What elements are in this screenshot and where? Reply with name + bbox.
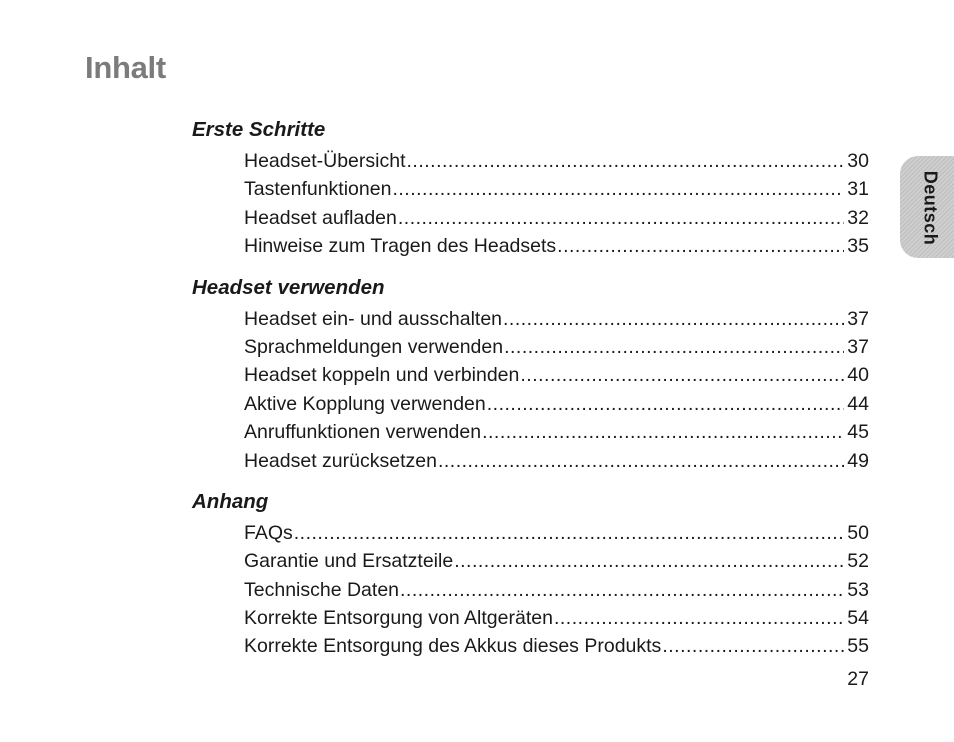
toc-entry-title: Aktive Kopplung verwenden bbox=[244, 392, 486, 415]
toc-entry[interactable] bbox=[244, 576, 869, 604]
toc-list bbox=[192, 519, 869, 661]
toc-entry[interactable] bbox=[244, 204, 869, 232]
dot-leader bbox=[294, 519, 844, 547]
toc-list bbox=[192, 305, 869, 475]
dot-leader bbox=[504, 333, 844, 361]
toc-entry[interactable] bbox=[244, 547, 869, 575]
toc-entry-title: Korrekte Entsorgung von Altgeräten bbox=[244, 607, 553, 630]
dot-leader bbox=[662, 632, 844, 660]
section-heading: Headset verwenden bbox=[192, 275, 385, 299]
toc-entry-page: 30 bbox=[847, 150, 869, 172]
toc-entry-title: Garantie und Ersatzteile bbox=[244, 550, 454, 573]
toc-entry[interactable] bbox=[244, 447, 869, 475]
toc-entry-title: Korrekte Entsorgung des Akkus dieses Produkts bbox=[244, 635, 662, 658]
page-number: 27 bbox=[847, 668, 869, 690]
toc-entry-page: 50 bbox=[847, 521, 869, 544]
dot-leader bbox=[557, 232, 844, 260]
toc-entry-page: 53 bbox=[847, 578, 869, 601]
toc-list bbox=[192, 147, 869, 261]
toc-entry[interactable] bbox=[244, 519, 869, 547]
table-of-contents bbox=[192, 115, 869, 661]
dot-leader bbox=[482, 418, 844, 446]
toc-entry[interactable] bbox=[244, 175, 869, 203]
toc-entry[interactable] bbox=[244, 604, 869, 632]
toc-entry-page: 35 bbox=[847, 235, 869, 258]
toc-section-headset-verwenden bbox=[192, 273, 869, 475]
dot-leader bbox=[554, 604, 844, 632]
toc-entry[interactable] bbox=[244, 333, 869, 361]
dot-leader bbox=[400, 576, 844, 604]
toc-entry[interactable] bbox=[244, 232, 869, 260]
dot-leader bbox=[438, 447, 844, 475]
dot-leader bbox=[392, 175, 844, 203]
toc-entry-page: 37 bbox=[847, 335, 869, 358]
toc-entry[interactable] bbox=[244, 361, 869, 389]
toc-entry[interactable] bbox=[244, 632, 869, 660]
toc-entry-title: Headset zurücksetzen bbox=[244, 449, 437, 472]
dot-leader bbox=[398, 204, 844, 232]
toc-entry-page: 44 bbox=[847, 392, 869, 415]
toc-entry-page: 45 bbox=[847, 421, 869, 444]
dot-leader bbox=[520, 361, 844, 389]
toc-entry-title: Anruffunktionen verwenden bbox=[244, 421, 482, 444]
toc-entry[interactable] bbox=[244, 305, 869, 333]
page-title: Inhalt bbox=[85, 50, 166, 85]
toc-entry-page: 54 bbox=[847, 607, 869, 630]
section-spacer bbox=[192, 261, 869, 273]
toc-entry-page: 31 bbox=[847, 178, 869, 201]
toc-entry-page: 55 bbox=[847, 635, 869, 658]
toc-entry-page: 49 bbox=[847, 449, 869, 472]
dot-leader bbox=[487, 390, 844, 418]
toc-entry-title: Headset aufladen bbox=[244, 206, 397, 229]
toc-entry-title: Technische Daten bbox=[244, 578, 400, 601]
section-heading: Anhang bbox=[192, 489, 269, 513]
toc-entry[interactable] bbox=[244, 147, 869, 175]
toc-section-anhang bbox=[192, 487, 869, 661]
toc-entry-title: FAQs bbox=[244, 521, 293, 544]
toc-entry-title: Sprachmeldungen verwenden bbox=[244, 335, 504, 358]
section-heading: Erste Schritte bbox=[192, 118, 326, 141]
toc-entry-title: Headset-Übersicht bbox=[244, 150, 406, 172]
toc-entry-title: Hinweise zum Tragen des Headsets bbox=[244, 235, 557, 258]
dot-leader bbox=[454, 547, 844, 575]
toc-entry-page: 52 bbox=[847, 550, 869, 573]
toc-entry-page: 37 bbox=[847, 307, 869, 330]
section-spacer bbox=[192, 475, 869, 487]
toc-entry[interactable] bbox=[244, 418, 869, 446]
dot-leader bbox=[406, 147, 844, 175]
toc-section-erste-schritte bbox=[192, 115, 869, 261]
toc-entry-page: 32 bbox=[847, 206, 869, 229]
toc-entry-title: Headset koppeln und verbinden bbox=[244, 364, 520, 387]
toc-entry-title: Headset ein- und ausschalten bbox=[244, 307, 503, 330]
toc-entry-page: 40 bbox=[847, 364, 869, 387]
toc-entry-title: Tastenfunktionen bbox=[244, 178, 392, 201]
toc-entry[interactable] bbox=[244, 390, 869, 418]
dot-leader bbox=[503, 305, 844, 333]
language-tab-label: Deutsch bbox=[920, 170, 941, 246]
